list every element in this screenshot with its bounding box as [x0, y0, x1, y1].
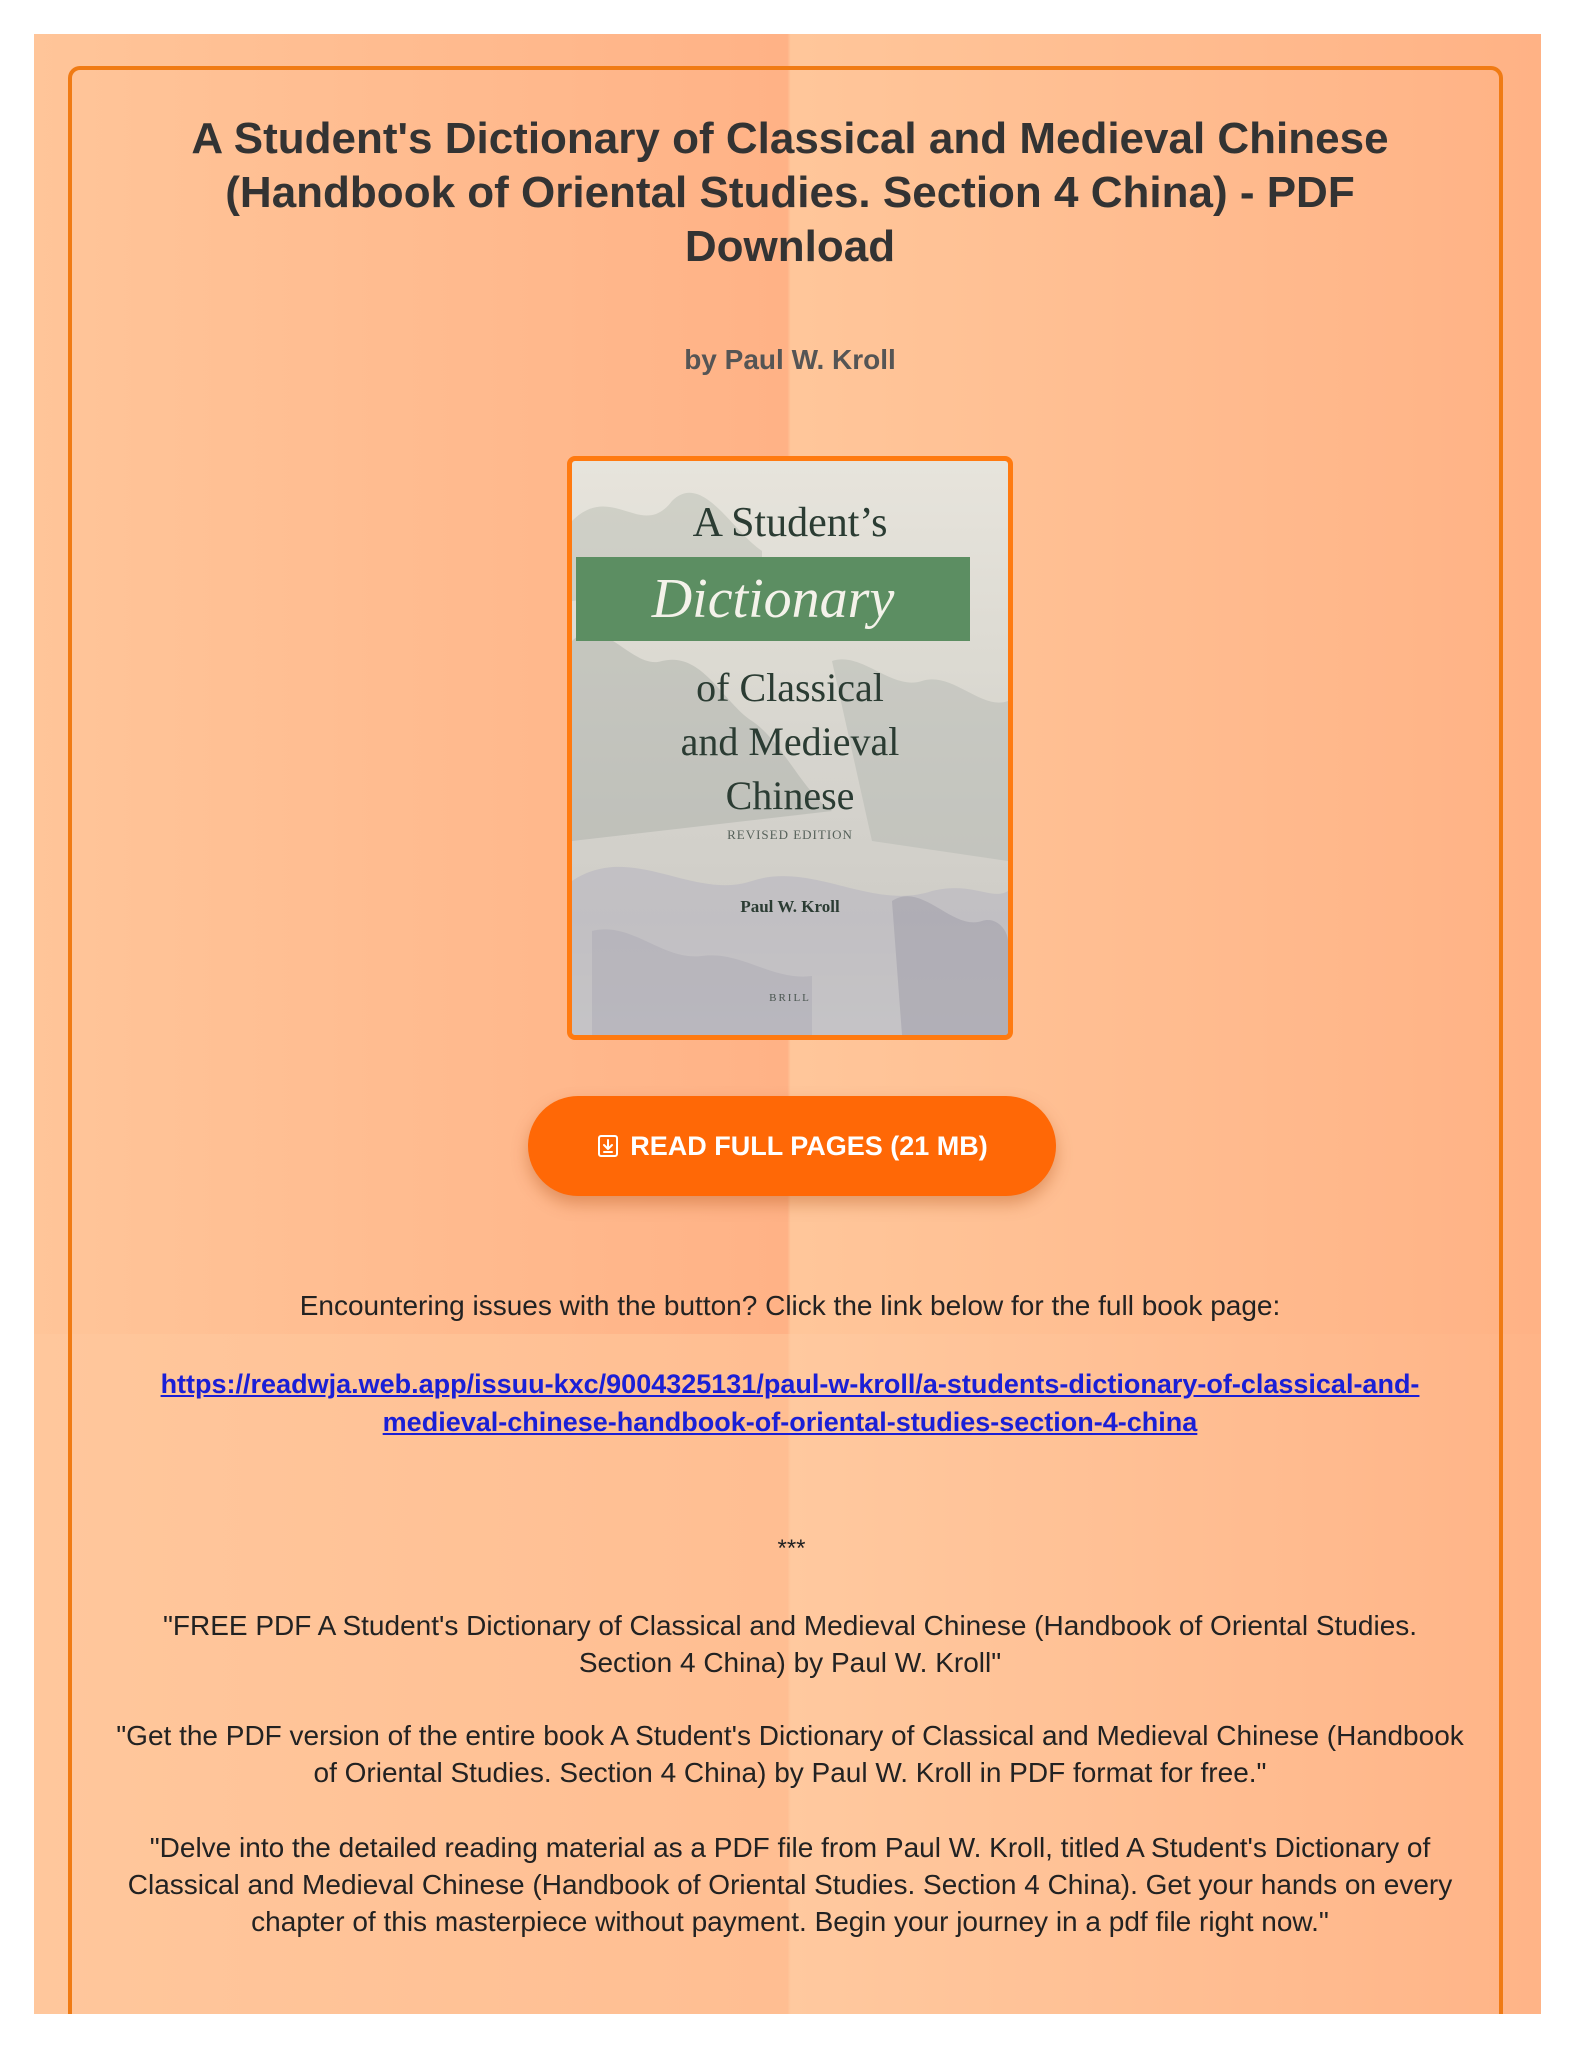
- cover-publisher: BRILL: [769, 992, 811, 1004]
- cover-line-classical: of Classical: [696, 665, 884, 710]
- paragraph-free-pdf: "FREE PDF A Student's Dictionary of Classical and Medieval Chinese (Handbook of Oriental Studies. Section 4 China) by Paul W. Kroll": [162, 1610, 1418, 1678]
- cover-edition: REVISED EDITION: [727, 827, 853, 842]
- author-line: by Paul W. Kroll: [684, 344, 896, 375]
- full-book-page-link[interactable]: https://readwja.web.app/issuu-kxc/9004325131/paul-w-kroll/a-students-dictionary-of-classical-and-medieval-chinese-handbook-of-oriental-studies-section-4-china: [160, 1369, 1420, 1437]
- cover-author: Paul W. Kroll: [740, 897, 840, 916]
- cover-title-dictionary: Dictionary: [651, 568, 895, 630]
- paragraph-get-pdf: "Get the PDF version of the entire book A Student's Dictionary of Classical and Medieval Chinese (Handbook of Oriental Studies. Section 4 China) by Paul W. Kroll in PDF format for free.": [116, 1720, 1464, 1788]
- book-cover: [567, 456, 1013, 1040]
- button-issue-note: Encountering issues with the button? Click the link below for the full book page:: [299, 1290, 1281, 1321]
- cover-title-line3: [572, 661, 1008, 823]
- read-full-pages-label: READ FULL PAGES (21 MB): [630, 1130, 988, 1161]
- paragraph-delve: "Delve into the detailed reading material as a PDF file from Paul W. Kroll, titled A Student's Dictionary of Classical and Medieval Chinese (Handbook of Oriental Studies. Section 4 China). Get your hands on every chapter of this masterpiece without payment. Begin your journey in a pdf file right now.": [127, 1832, 1453, 1937]
- section-separator: ***: [777, 1535, 806, 1562]
- download-icon: [596, 1134, 620, 1158]
- cover-line-chinese: Chinese: [725, 773, 855, 818]
- cover-line-medieval: and Medieval: [680, 719, 900, 764]
- cover-title-band: [576, 557, 970, 641]
- page-title: A Student's Dictionary of Classical and Medieval Chinese (Handbook of Oriental Studies. Section 4 China) - PDF Download: [191, 114, 1389, 271]
- read-full-pages-button[interactable]: [528, 1096, 1056, 1196]
- cover-title-line1: A Student’s: [692, 500, 888, 546]
